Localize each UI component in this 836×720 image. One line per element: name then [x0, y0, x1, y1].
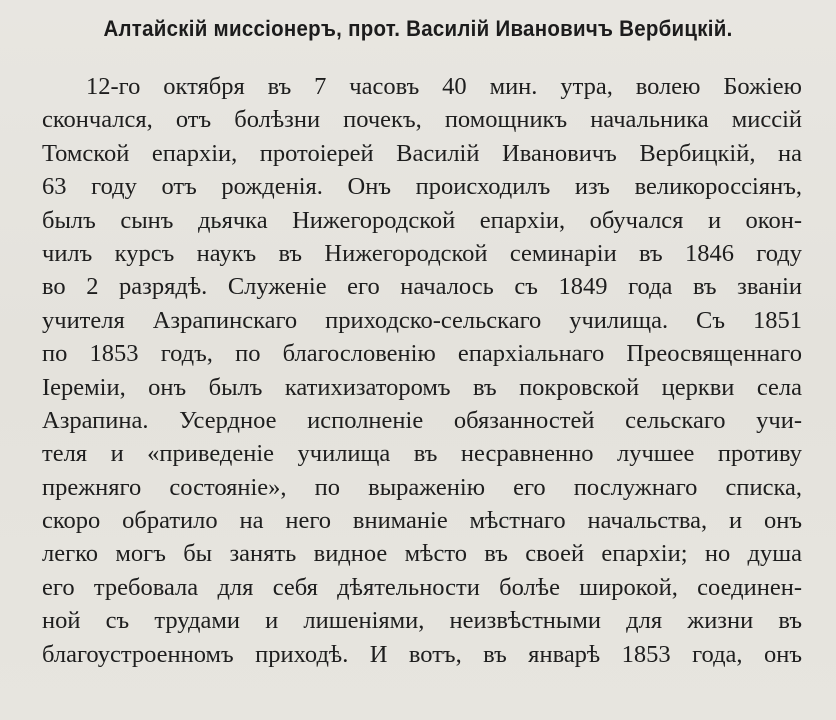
text-line: теля и «приведеніе училища въ несравненно лучшее противу: [42, 440, 802, 468]
text-line: во 2 разрядѣ. Служеніе его началось съ 1849 года въ званіи: [42, 273, 802, 301]
article-title: Алтайскій миссіонеръ, прот. Василій Ивановичъ Вербицкій.: [103, 16, 733, 41]
text-line: скоро обратило на него вниманіе мѣстнаго начальства, и онъ: [42, 507, 802, 535]
text-line: былъ сынъ дьячка Нижегородской епархіи, обучался и окон-: [42, 206, 802, 234]
text-line: Томской епархіи, протоіерей Василій Ивановичъ Вербицкій, на: [42, 139, 802, 167]
text-line: Азрапина. Усердное исполненіе обязанностей сельскаго учи-: [42, 406, 802, 434]
text-line: Іереміи, онъ былъ катихизаторомъ въ покровской церкви села: [42, 373, 802, 401]
text-line: легко могъ бы занять видное мѣсто въ своей епархіи; но душа: [42, 540, 802, 568]
text-line: учителя Азрапинскаго приходско-сельскаго училища. Съ 1851: [42, 306, 802, 334]
text-line: по 1853 годъ, по благословенію епархіальнаго Преосвященнаго: [42, 340, 802, 368]
text-line: благоустроенномъ приходѣ. И вотъ, въ январѣ 1853 года, онъ: [42, 640, 802, 668]
text-line: прежняго состояніе», по выраженію его послужнаго списка,: [42, 473, 802, 501]
text-line: его требовала для себя дѣятельности болѣе широкой, соединен-: [42, 573, 802, 601]
text-line: ной съ трудами и лишеніями, неизвѣстными для жизни въ: [42, 607, 802, 635]
text-line: скончался, отъ болѣзни почекъ, помощникъ начальника миссій: [42, 106, 802, 134]
article-body: [42, 70, 802, 671]
text-line: 12-го октября въ 7 часовъ 40 мин. утра, волею Божіею: [86, 73, 802, 100]
text-line: 63 году отъ рожденія. Онъ происходилъ изъ великороссіянъ,: [42, 173, 802, 201]
text-line: чилъ курсъ наукъ въ Нижегородской семинаріи въ 1846 году: [42, 239, 802, 267]
